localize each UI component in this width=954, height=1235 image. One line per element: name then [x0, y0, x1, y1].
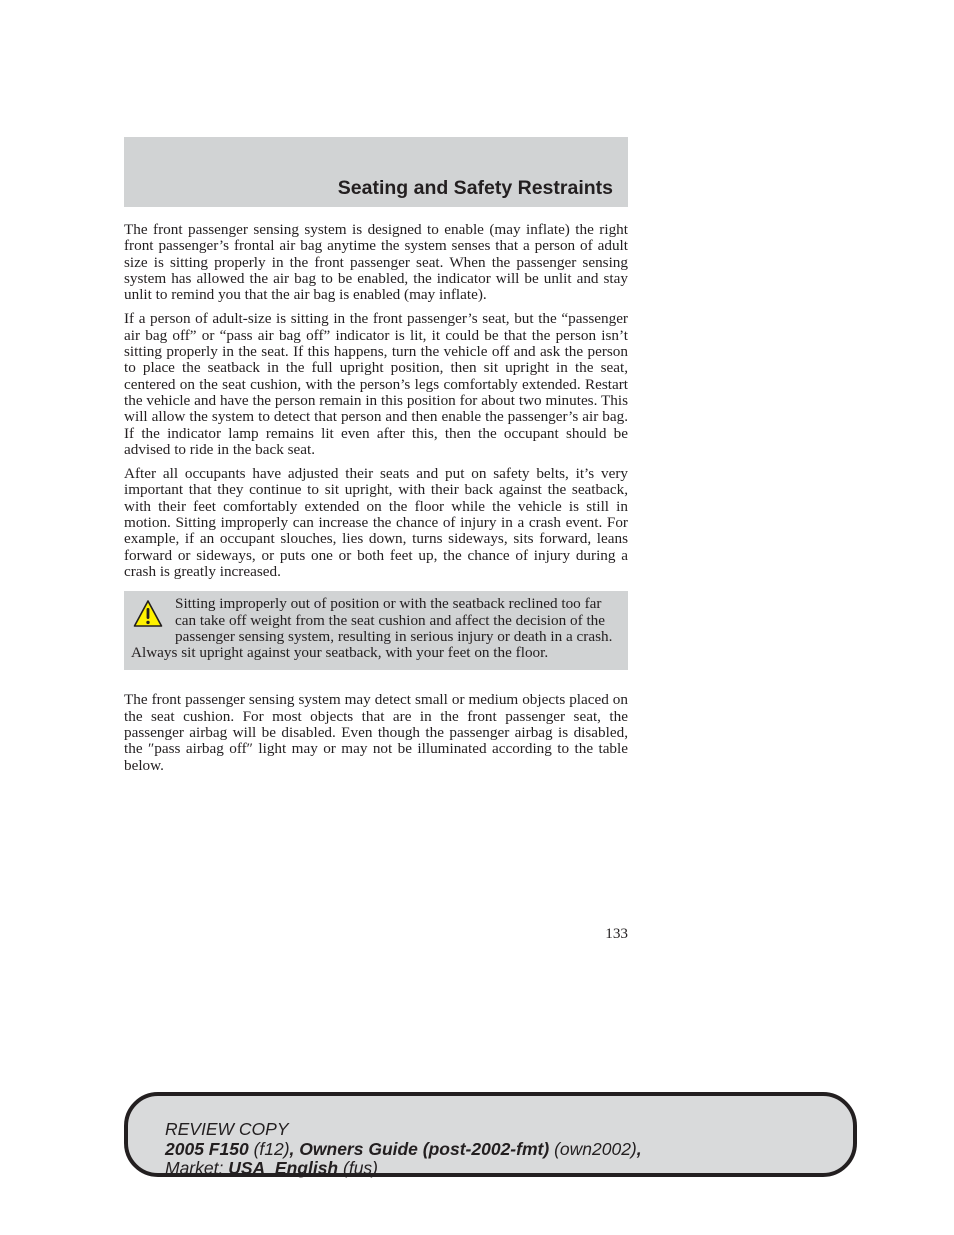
section-header	[124, 137, 628, 207]
guide-separator: ,	[289, 1138, 300, 1159]
guide-name: Owners Guide (post-2002-fmt)	[299, 1138, 550, 1159]
model-code: (f12)	[253, 1138, 290, 1159]
review-copy-text	[165, 1120, 642, 1179]
market-code: (fus)	[343, 1158, 378, 1178]
paragraph: The front passenger sensing system may detect small or medium objects placed on the seat cushion. For most objects that are in the front passenger seat, the passenger airbag will be disabled. Even though the passenger airbag is disabled, the ″pass airbag off″ light may or may not be illuminated according to the table below.	[124, 691, 628, 774]
guide-code: (own2002)	[554, 1138, 637, 1159]
review-copy-box	[124, 1092, 857, 1177]
paragraph: The front passenger sensing system is designed to enable (may inflate) the right front passenger’s frontal air bag anytime the system senses that a person of adult size is sitting properly in the front passenger seat. When the passenger sensing system has allowed the air bag to be enabled, the indicator will be unlit and stay unlit to remind you that the air bag is enabled (may inflate).	[124, 221, 628, 304]
warning-triangle-icon	[133, 599, 163, 629]
document-info-line	[165, 1140, 642, 1160]
market-name: USA_English	[228, 1158, 339, 1178]
warning-text: Sitting improperly out of position or with the seatback reclined too far can take off weight from the seat cushion and affect the decision of the passenger sensing system, resulting in serious injury or death in a crash.	[175, 595, 613, 645]
warning-instruction: Always sit upright against your seatback, with your feet on the floor.	[131, 644, 549, 662]
review-label: REVIEW COPY	[165, 1119, 289, 1139]
market-label: Market:	[165, 1158, 224, 1178]
page-content	[124, 222, 628, 782]
paragraph: If a person of adult-size is sitting in the front passenger’s seat, but the “passenger air bag off” or “pass air bag off” indicator is lit, it could be that the person isn’t sitting properly in the seat. If this happens, turn the vehicle off and ask the person to place the seatback in the full upright position, then sit upright in the seat, centered on the seat cushion, with the person’s legs comfortably extended. Restart the vehicle and have the person remain in this position for about two minutes. This will allow the system to detect that person and then enable the passenger’s air bag. If the indicator lamp remains lit even after this, then the occupant should be advised to ride in the back seat.	[124, 310, 628, 458]
warning-box	[124, 591, 628, 670]
model-name: 2005 F150	[165, 1138, 249, 1159]
section-title: Seating and Safety Restraints	[337, 177, 613, 199]
paragraph: After all occupants have adjusted their seats and put on safety belts, it’s very important that they continue to sit upright, with their back against the seatback, with their feet comfortably extended on the floor while the vehicle is still in motion. Sitting improperly can increase the chance of injury in a crash event. For example, if an occupant slouches, lies down, turns sideways, sits forward, leans forward or sideways, or puts one or both feet up, the chance of injury during a crash is greatly increased.	[124, 465, 628, 580]
page-number: 133	[605, 925, 628, 942]
trailing-comma: ,	[636, 1138, 642, 1159]
market-line	[165, 1159, 642, 1179]
